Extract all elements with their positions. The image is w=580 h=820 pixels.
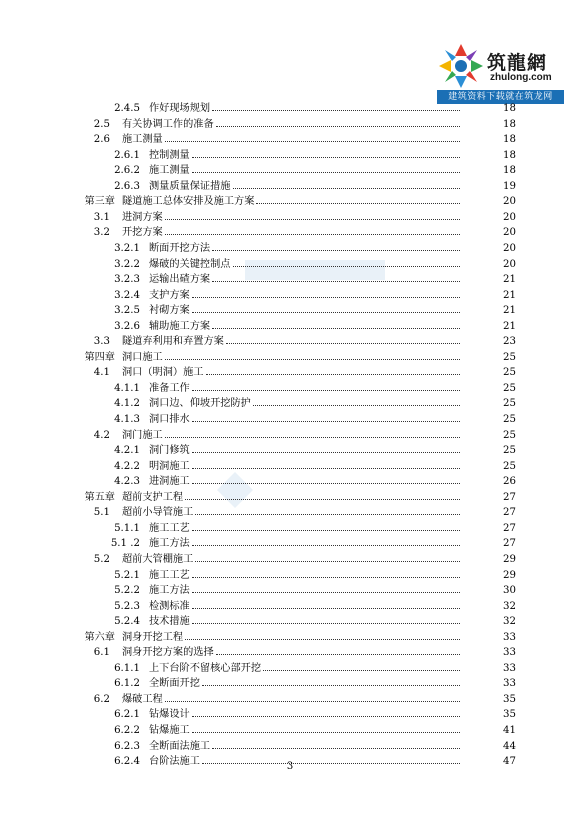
toc-dot-leader <box>192 452 460 453</box>
toc-entry-number: 6.2.3 <box>114 740 140 752</box>
toc-dot-leader <box>233 188 460 189</box>
toc-entry-page: 27 <box>503 507 516 519</box>
toc-entry-number: 4.2 <box>93 429 110 441</box>
toc-dot-leader <box>212 110 460 111</box>
toc-entry-page: 20 <box>503 258 516 270</box>
toc-entry-number: 5.2.2 <box>114 585 140 597</box>
toc-entry-title: 洞门施工 <box>122 429 163 441</box>
toc-entry-number: 2.6 <box>93 134 110 146</box>
toc-entry[interactable] <box>0 614 580 630</box>
toc-entry-title: 隧道弃利用和弃置方案 <box>122 336 224 348</box>
toc-entry[interactable] <box>0 568 580 584</box>
toc-entry-title: 洞口施工 <box>122 351 163 363</box>
toc-entry-page: 21 <box>503 320 516 332</box>
toc-entry-page: 32 <box>503 616 516 628</box>
toc-entry[interactable] <box>0 396 580 412</box>
toc-dot-leader <box>192 390 460 391</box>
toc-entry[interactable] <box>0 474 580 490</box>
toc-entry[interactable] <box>0 630 580 646</box>
toc-entry-title: 运输出碴方案 <box>149 274 211 286</box>
toc-entry-title: 洞身开挖方案的选择 <box>122 647 214 659</box>
toc-entry[interactable] <box>0 676 580 692</box>
toc-entry[interactable] <box>0 225 580 241</box>
toc-entry-page: 35 <box>503 693 516 705</box>
toc-dot-leader <box>202 685 460 686</box>
toc-entry-page: 33 <box>503 631 516 643</box>
toc-entry-number: 4.2.1 <box>114 445 140 457</box>
toc-entry-number: 6.1 <box>93 647 110 659</box>
toc-entry-number: 3.3 <box>93 336 110 348</box>
toc-entry-title: 超前小导管施工 <box>122 507 194 519</box>
toc-entry-page: 18 <box>503 149 516 161</box>
toc-entry-page: 21 <box>503 274 516 286</box>
toc-entry[interactable] <box>0 428 580 444</box>
toc-dot-leader <box>192 592 460 593</box>
toc-entry[interactable] <box>0 163 580 179</box>
toc-entry[interactable] <box>0 599 580 615</box>
toc-entry-number: 4.2.3 <box>114 476 140 488</box>
toc-dot-leader <box>192 545 460 546</box>
toc-dot-leader <box>192 577 460 578</box>
toc-entry-number: 3.2.6 <box>114 320 140 332</box>
toc-entry-page: 27 <box>503 522 516 534</box>
toc-dot-leader <box>212 281 460 282</box>
toc-dot-leader <box>192 483 460 484</box>
toc-entry[interactable] <box>0 723 580 739</box>
toc-dot-leader <box>165 141 460 142</box>
toc-entry[interactable] <box>0 692 580 708</box>
toc-entry[interactable] <box>0 552 580 568</box>
toc-entry-number: 5.2 <box>93 553 110 565</box>
toc-entry-title: 施工方法 <box>149 538 190 550</box>
toc-entry-page: 25 <box>503 429 516 441</box>
toc-entry-title: 断面开挖方法 <box>149 242 211 254</box>
toc-dot-leader <box>192 172 460 173</box>
toc-dot-leader <box>256 203 460 204</box>
toc-dot-leader <box>192 716 460 717</box>
toc-entry[interactable] <box>0 583 580 599</box>
toc-entry-page: 27 <box>503 538 516 550</box>
zhulong-logo <box>437 42 567 104</box>
toc-entry[interactable] <box>0 505 580 521</box>
toc-entry-title: 钻爆设计 <box>149 709 190 721</box>
toc-entry-number: 5.2.1 <box>114 569 140 581</box>
toc-dot-leader <box>226 343 460 344</box>
toc-entry-title: 测量质量保证措施 <box>149 180 231 192</box>
toc-entry[interactable] <box>0 443 580 459</box>
toc-entry-number: 6.2.1 <box>114 709 140 721</box>
toc-entry[interactable] <box>0 334 580 350</box>
toc-entry-title: 施工方法 <box>149 585 190 597</box>
toc-entry-number: 2.5 <box>93 118 110 130</box>
toc-dot-leader <box>192 157 460 158</box>
toc-entry-page: 21 <box>503 289 516 301</box>
toc-entry[interactable] <box>0 661 580 677</box>
toc-entry-title: 爆破工程 <box>122 693 163 705</box>
toc-entry-number: 2.6.3 <box>114 180 140 192</box>
toc-entry-number: 4.1.2 <box>114 398 140 410</box>
toc-dot-leader <box>253 405 460 406</box>
toc-entry-title: 施工测量 <box>122 134 163 146</box>
toc-entry[interactable] <box>0 739 580 755</box>
toc-entry-number: 3.2.1 <box>114 242 140 254</box>
toc-entry-number: 3.2.4 <box>114 289 140 301</box>
logo-chinese-name: 筑龍網 <box>487 52 548 74</box>
toc-entry-title: 开挖方案 <box>122 227 163 239</box>
toc-dot-leader <box>216 126 460 127</box>
toc-entry-number: 4.2.2 <box>114 460 140 472</box>
toc-entry-page: 18 <box>503 118 516 130</box>
toc-entry-page: 18 <box>503 103 516 114</box>
toc-entry-number: 3.2.3 <box>114 274 140 286</box>
toc-entry[interactable] <box>0 272 580 288</box>
toc-entry-page: 26 <box>503 476 516 488</box>
toc-entry[interactable] <box>0 257 580 273</box>
toc-entry-title: 进洞施工 <box>149 476 190 488</box>
toc-entry-page: 44 <box>503 740 516 752</box>
toc-dot-leader <box>192 421 460 422</box>
toc-entry[interactable] <box>0 288 580 304</box>
toc-dot-leader <box>195 514 460 515</box>
toc-entry-page: 20 <box>503 242 516 254</box>
toc-entry-title: 衬砌方案 <box>149 305 190 317</box>
toc-entry-title: 全断面法施工 <box>149 740 211 752</box>
toc-entry[interactable] <box>0 117 580 133</box>
toc-entry[interactable] <box>0 101 580 117</box>
toc-entry-number: 第六章 <box>84 631 115 643</box>
toc-dot-leader <box>192 732 460 733</box>
toc-entry-number: 5.2.4 <box>114 616 140 628</box>
toc-dot-leader <box>185 499 460 500</box>
toc-entry-number: 6.2.2 <box>114 725 140 736</box>
toc-entry-page: 20 <box>503 211 516 223</box>
toc-entry-title: 检测标准 <box>149 600 190 612</box>
toc-entry-number: 6.1.1 <box>114 662 140 674</box>
toc-entry-title: 爆破的关键控制点 <box>149 258 231 270</box>
toc-entry-number: 4.1.1 <box>114 382 140 394</box>
toc-entry-page: 32 <box>503 600 516 612</box>
toc-entry-page: 30 <box>503 585 516 597</box>
toc-entry[interactable] <box>0 319 580 335</box>
toc-entry[interactable] <box>0 148 580 164</box>
toc-entry-title: 洞门修筑 <box>149 445 190 457</box>
toc-entry-number: 4.1.3 <box>114 414 140 425</box>
toc-entry-page: 18 <box>503 134 516 146</box>
toc-entry[interactable] <box>0 412 580 428</box>
toc-entry-page: 41 <box>503 725 516 736</box>
toc-dot-leader <box>192 312 460 313</box>
toc-entry-title: 台阶法施工 <box>149 756 200 768</box>
toc-entry[interactable] <box>0 241 580 257</box>
toc-entry-page: 47 <box>503 756 516 768</box>
toc-entry-title: 明洞施工 <box>149 460 190 472</box>
toc-entry-page: 29 <box>503 553 516 565</box>
toc-dot-leader <box>165 219 460 220</box>
toc-entry-number: 2.4.5 <box>114 103 140 114</box>
toc-entry[interactable] <box>0 179 580 195</box>
toc-dot-leader <box>212 250 460 251</box>
toc-entry-number: 3.2 <box>93 227 110 239</box>
toc-entry[interactable] <box>0 194 580 210</box>
toc-entry-title: 超前支护工程 <box>122 491 184 503</box>
toc-entry-number: 3.1 <box>93 211 110 223</box>
toc-entry-title: 洞口排水 <box>149 414 190 425</box>
toc-entry-page: 20 <box>503 227 516 239</box>
toc-entry-number: 6.1.2 <box>114 678 140 690</box>
toc-dot-leader <box>192 530 460 531</box>
toc-entry-title: 洞身开挖工程 <box>122 631 184 643</box>
toc-entry-page: 27 <box>503 491 516 503</box>
toc-entry[interactable] <box>0 521 580 537</box>
toc-entry[interactable] <box>0 350 580 366</box>
toc-dot-leader <box>233 266 460 267</box>
toc-dot-leader <box>212 748 460 749</box>
toc-dot-leader <box>165 359 460 360</box>
toc-entry-title: 控制测量 <box>149 149 190 161</box>
page-number: 3 <box>286 761 294 772</box>
toc-entry-page: 19 <box>503 180 516 192</box>
toc-dot-leader <box>192 468 460 469</box>
toc-dot-leader <box>206 374 460 375</box>
toc-entry-number: 5.1 .2 <box>110 538 140 550</box>
toc-entry[interactable] <box>0 365 580 381</box>
logo-domain: zhulong.com <box>490 72 552 83</box>
toc-entry-number: 5.1.1 <box>114 522 140 534</box>
toc-entry[interactable] <box>0 132 580 148</box>
toc-entry-page: 25 <box>503 398 516 410</box>
toc-entry-page: 25 <box>503 351 516 363</box>
toc-entry[interactable] <box>0 490 580 506</box>
toc-entry-number: 5.2.3 <box>114 600 140 612</box>
toc-entry-number: 3.2.5 <box>114 305 140 317</box>
toc-entry-page: 20 <box>503 196 516 208</box>
toc-entry-title: 进洞方案 <box>122 211 163 223</box>
logo-banner: 建筑资料下载就在筑龙网 <box>437 90 564 104</box>
toc-entry-page: 29 <box>503 569 516 581</box>
toc-dot-leader <box>165 701 460 702</box>
toc-entry-number: 第三章 <box>84 196 115 208</box>
toc-entry[interactable] <box>0 210 580 226</box>
toc-entry[interactable] <box>0 381 580 397</box>
toc-entry-number: 6.2 <box>93 693 110 705</box>
toc-dot-leader <box>165 437 460 438</box>
toc-entry-title: 施工工艺 <box>149 522 190 534</box>
toc-entry-title: 隧道施工总体安排及施工方案 <box>122 196 255 208</box>
toc-entry-page: 25 <box>503 382 516 394</box>
toc-entry[interactable] <box>0 459 580 475</box>
toc-entry-page: 33 <box>503 647 516 659</box>
toc-entry-title: 洞口（明洞）施工 <box>122 367 204 379</box>
toc-entry-page: 25 <box>503 367 516 379</box>
toc-entry-title: 准备工作 <box>149 382 190 394</box>
toc-entry-page: 25 <box>503 460 516 472</box>
toc-entry-page: 25 <box>503 445 516 457</box>
toc-entry-title: 辅助施工方案 <box>149 320 211 332</box>
toc-entry-title: 施工工艺 <box>149 569 190 581</box>
toc-entry-title: 有关协调工作的准备 <box>122 118 214 130</box>
toc-entry[interactable] <box>0 707 580 723</box>
toc-entry-number: 第四章 <box>84 351 115 363</box>
toc-entry[interactable] <box>0 645 580 661</box>
toc-entry-title: 超前大管棚施工 <box>122 553 194 565</box>
toc-dot-leader <box>216 654 460 655</box>
toc-entry[interactable] <box>0 536 580 552</box>
toc-dot-leader <box>212 328 460 329</box>
toc-dot-leader <box>192 297 460 298</box>
toc-dot-leader <box>165 234 460 235</box>
toc-entry-number: 2.6.1 <box>114 149 140 161</box>
toc-entry-page: 21 <box>503 305 516 317</box>
toc-dot-leader <box>185 639 460 640</box>
toc-entry-title: 作好现场规划 <box>149 103 211 114</box>
toc-entry-number: 3.2.2 <box>114 258 140 270</box>
toc-entry-title: 上下台阶不留核心部开挖 <box>149 662 262 674</box>
toc-entry-title: 洞口边、仰坡开挖防护 <box>149 398 251 410</box>
toc-entry[interactable] <box>0 303 580 319</box>
toc-entry-number: 第五章 <box>84 491 115 503</box>
toc-entry-page: 33 <box>503 678 516 690</box>
toc-dot-leader <box>192 623 460 624</box>
toc-dot-leader <box>195 561 460 562</box>
zhulong-logo-icon <box>437 42 485 90</box>
toc-entry-number: 2.6.2 <box>114 165 140 177</box>
toc-entry-title: 技术措施 <box>149 616 190 628</box>
toc-entry-number: 6.2.4 <box>114 756 140 768</box>
toc-entry-page: 25 <box>503 414 516 425</box>
toc-dot-leader <box>192 608 460 609</box>
toc-entry-page: 23 <box>503 336 516 348</box>
toc-dot-leader <box>263 670 460 671</box>
toc-entry-page: 33 <box>503 662 516 674</box>
toc-entry-number: 4.1 <box>93 367 110 379</box>
toc-entry-title: 钻爆施工 <box>149 725 190 736</box>
toc-entry-title: 全断面开挖 <box>149 678 200 690</box>
toc-entry-number: 5.1 <box>93 507 110 519</box>
toc-entry-page: 35 <box>503 709 516 721</box>
toc-entry-page: 18 <box>503 165 516 177</box>
toc-entry-title: 施工测量 <box>149 165 190 177</box>
toc-entry-title: 支护方案 <box>149 289 190 301</box>
